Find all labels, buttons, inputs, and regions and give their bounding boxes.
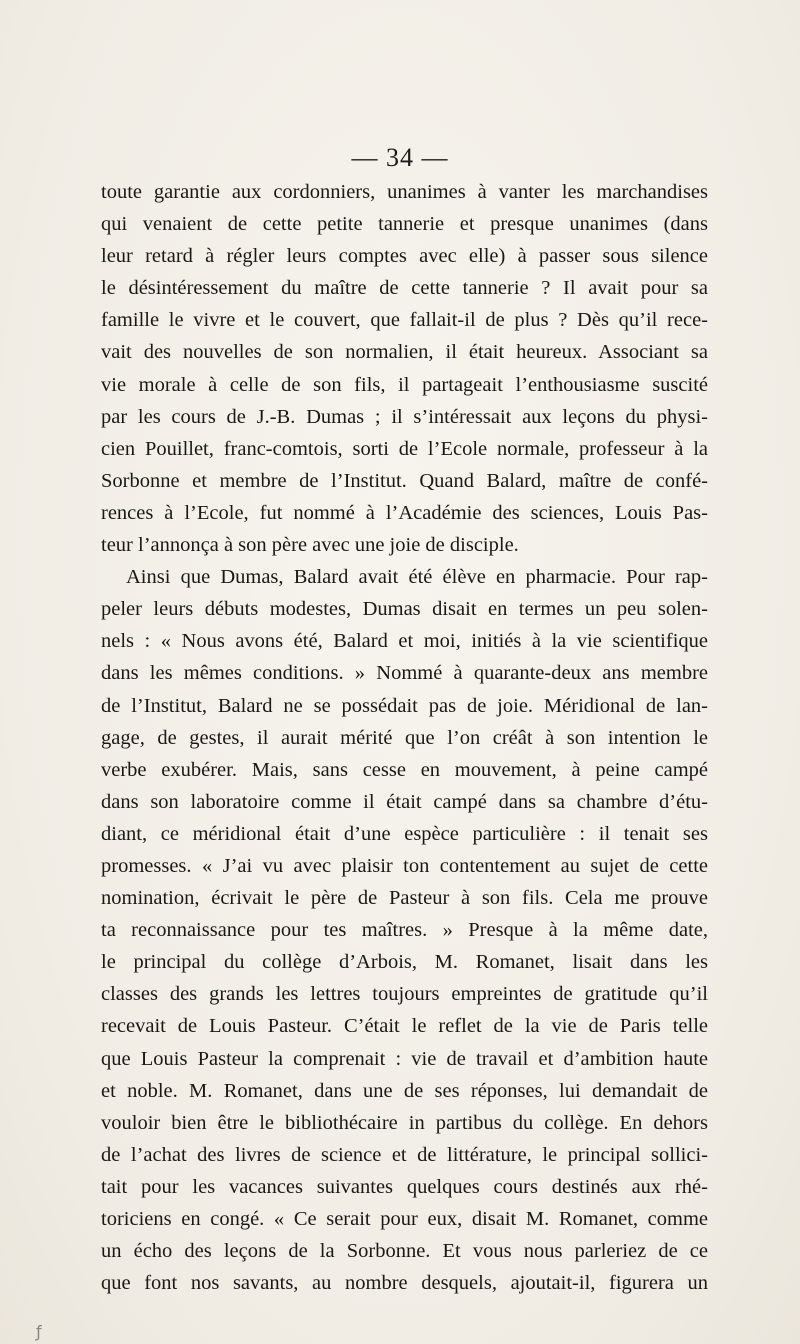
text-line: leur retard à régler leurs comptes avec elle) à passer sous silence bbox=[101, 245, 708, 268]
text-line: ta reconnaissance pour tes maîtres. » Presque à la même date, bbox=[101, 919, 708, 942]
text-line: teur l’annonça à son père avec une joie de disciple. bbox=[101, 534, 519, 557]
text-line: dans les mêmes conditions. » Nommé à quarante-deux ans membre bbox=[101, 662, 708, 685]
text-line: diant, ce méridional était d’une espèce particulière : il tenait ses bbox=[101, 822, 708, 845]
text-line: promesses. « J’ai vu avec plaisir ton contentement au sujet de cette bbox=[101, 854, 708, 877]
text-line: famille le vivre et le couvert, que fallait-il de plus ? Dès qu’il rece- bbox=[101, 309, 708, 332]
text-line: dans son laboratoire comme il était campé dans sa chambre d’étu- bbox=[101, 790, 708, 813]
text-line: nomination, écrivait le père de Pasteur à son fils. Cela me prouve bbox=[101, 887, 708, 910]
text-line: tait pour les vacances suivantes quelques cours destinés aux rhé- bbox=[101, 1175, 708, 1198]
text-line: nels : « Nous avons été, Balard et moi, initiés à la vie scientifique bbox=[101, 630, 708, 653]
corner-mark: ƒ bbox=[36, 1322, 42, 1341]
text-line: par les cours de J.-B. Dumas ; il s’intéressait aux leçons du physi- bbox=[101, 405, 708, 428]
text-line: verbe exubérer. Mais, sans cesse en mouvement, à peine campé bbox=[101, 758, 708, 781]
page-number: — 34 — bbox=[351, 143, 449, 172]
text-line: classes des grands les lettres toujours empreintes de gratitude qu’il bbox=[101, 983, 708, 1006]
text-line: le principal du collège d’Arbois, M. Romanet, lisait dans les bbox=[101, 951, 708, 974]
text-line: de l’achat des livres de science et de littérature, le principal sollici- bbox=[101, 1143, 708, 1166]
text-line: que Louis Pasteur la comprenait : vie de travail et d’ambition haute bbox=[101, 1047, 708, 1070]
body-text bbox=[101, 176, 708, 1299]
text-line: vie morale à celle de son fils, il partageait l’enthousiasme suscité bbox=[101, 373, 708, 396]
text-line: toriciens en congé. « Ce serait pour eux, disait M. Romanet, comme bbox=[101, 1208, 708, 1230]
text-line: Sorbonne et membre de l’Institut. Quand Balard, maître de confé- bbox=[101, 469, 708, 492]
text-line: cien Pouillet, franc-comtois, sorti de l’Ecole normale, professeur à la bbox=[101, 437, 708, 460]
text-line: rences à l’Ecole, fut nommé à l’Académie des sciences, Louis Pas- bbox=[101, 501, 708, 524]
text-line: qui venaient de cette petite tannerie et presque unanimes (dans bbox=[101, 213, 708, 236]
text-line: vouloir bien être le bibliothécaire in partibus du collège. En dehors bbox=[101, 1111, 708, 1134]
text-line: le désintéressement du maître de cette tannerie ? Il avait pour sa bbox=[101, 277, 708, 300]
text-line: et noble. M. Romanet, dans une de ses réponses, lui demandait de bbox=[101, 1079, 708, 1102]
text-line: de l’Institut, Balard ne se possédait pas de joie. Méridional de lan- bbox=[101, 694, 708, 717]
text-line: recevait de Louis Pasteur. C’était le reflet de la vie de Paris telle bbox=[101, 1015, 708, 1038]
text-line: vait des nouvelles de son normalien, il était heureux. Associant sa bbox=[101, 341, 708, 364]
text-line: peler leurs débuts modestes, Dumas disait en termes un peu solen- bbox=[101, 598, 708, 621]
text-line: gage, de gestes, il aurait mérité que l’on créât à son intention le bbox=[101, 726, 708, 749]
text-line: que font nos savants, au nombre desquels, ajoutait-il, figurera un bbox=[101, 1272, 708, 1295]
text-line: toute garantie aux cordonniers, unanimes à vanter les marchandises bbox=[101, 181, 708, 203]
text-line: un écho des leçons de la Sorbonne. Et vous nous parleriez de ce bbox=[101, 1240, 708, 1263]
text-line: Ainsi que Dumas, Balard avait été élève en pharmacie. Pour rap- bbox=[126, 566, 708, 589]
